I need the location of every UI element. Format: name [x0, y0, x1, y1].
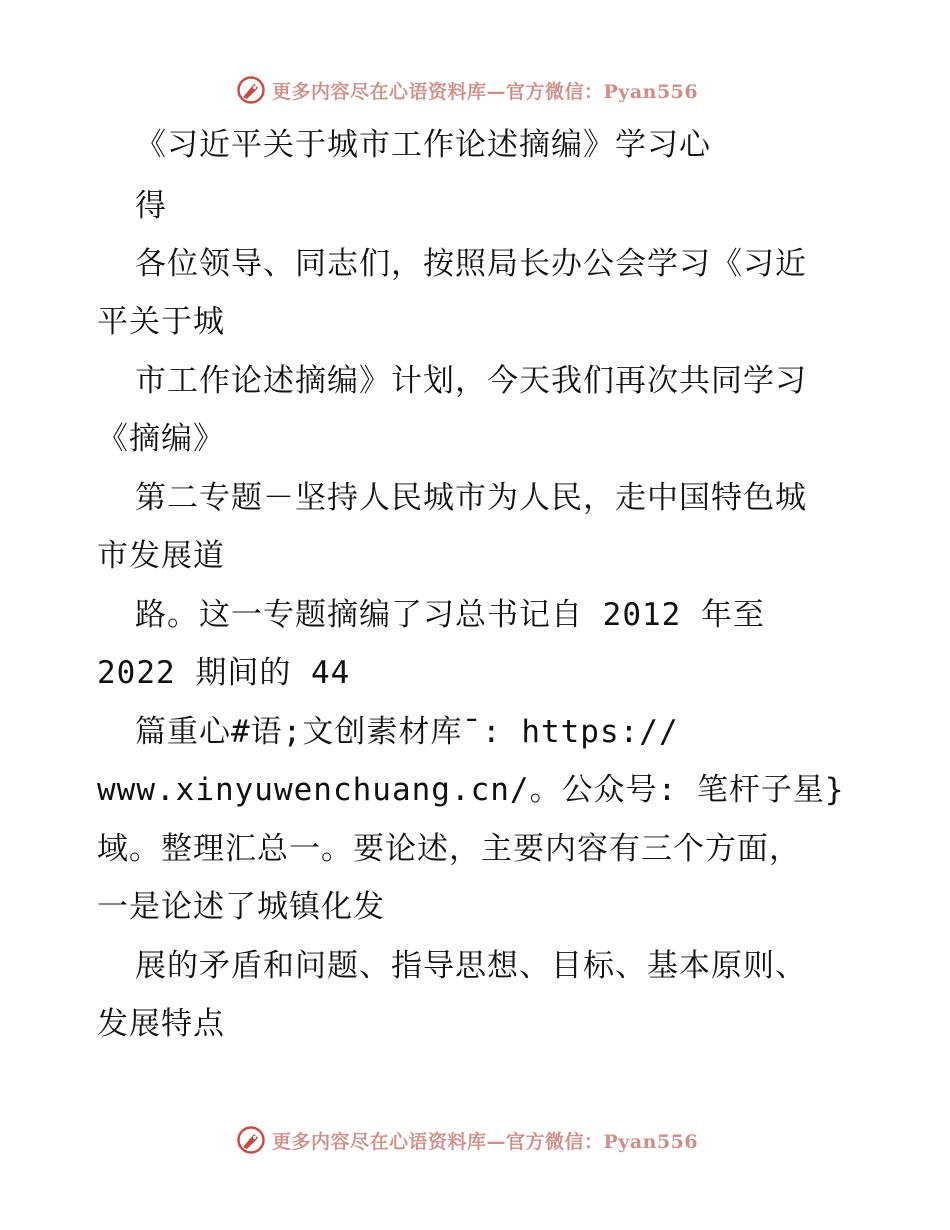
paragraph-line: 市发展道 — [97, 538, 225, 574]
header-watermark — [236, 74, 698, 106]
doc-title-line: 得 — [135, 188, 167, 224]
watermark-text: 更多内容尽在心语资料库—官方微信：Pyan556 — [272, 80, 699, 103]
paragraph-line: 一是论述了城镇化发 — [97, 889, 385, 925]
paragraph-line: 市工作论述摘编》计划，今天我们再次共同学习 — [135, 363, 807, 399]
paragraph-line: 展的矛盾和问题、指导思想、目标、基本原则、 — [135, 948, 807, 984]
paragraph-line: 发展特点 — [97, 1006, 225, 1042]
paragraph-line: 各位领导、同志们，按照局长办公会学习《习近 — [135, 246, 807, 282]
paragraph-line: 平关于城 — [97, 304, 225, 340]
doc-title-line: 《习近平关于城市工作论述摘编》学习心 — [135, 127, 711, 163]
paragraph-line: 域。整理汇总一。要论述，主要内容有三个方面， — [97, 831, 801, 867]
paragraph-line: 路。这一专题摘编了习总书记自 2012 年至 — [135, 597, 765, 633]
paragraph-line: 《摘编》 — [97, 421, 225, 457]
paragraph-line: 2022 期间的 44 — [97, 655, 351, 691]
pen-nib-circle-icon — [236, 75, 266, 105]
footer-watermark — [236, 1124, 698, 1156]
watermark-text: 更多内容尽在心语资料库—官方微信：Pyan556 — [272, 1130, 699, 1153]
pen-nib-circle-icon — [236, 1125, 266, 1155]
paragraph-line: www.xinyuwenchuang.cn/。公众号: 笔杆子星} — [97, 772, 845, 808]
paragraph-line: 篇重心#语;文创素材库¯: https:// — [135, 714, 679, 750]
paragraph-line: 第二专题－坚持人民城市为人民，走中国特色城 — [135, 480, 807, 516]
